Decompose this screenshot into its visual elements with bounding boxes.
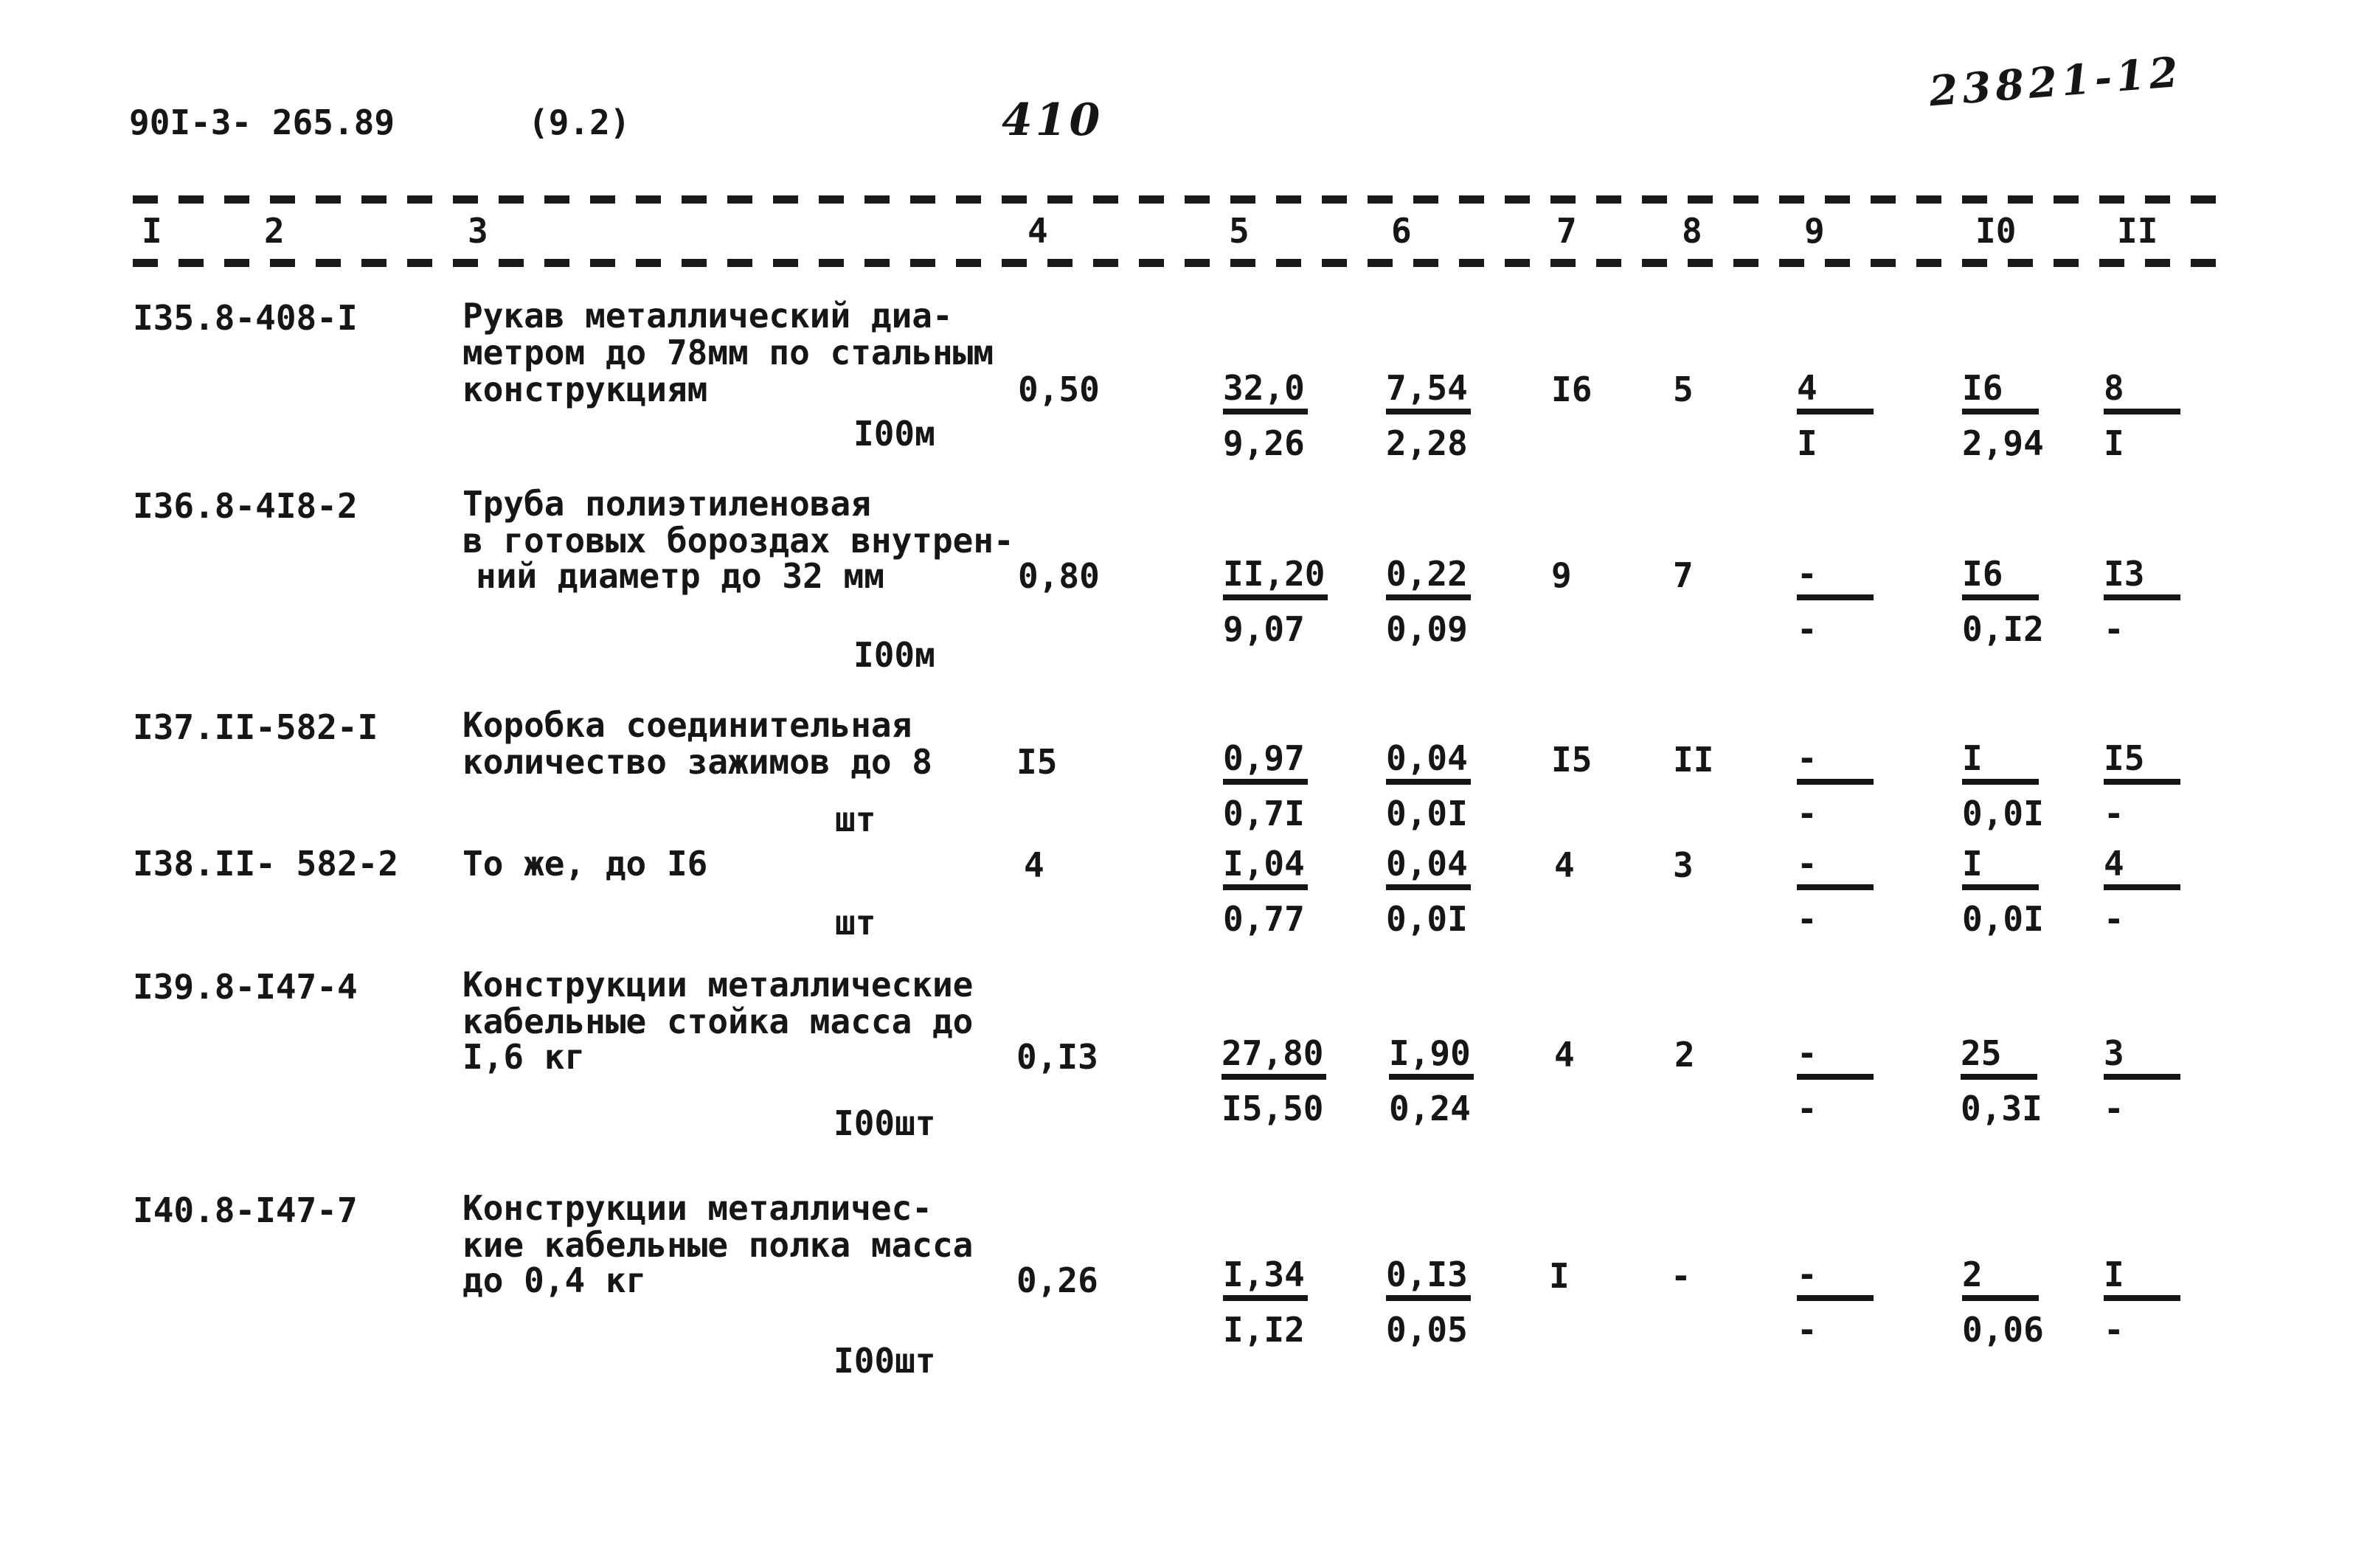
cell-col11-fraction: [2104, 1255, 2180, 1350]
fraction-numerator: 0,I3: [1386, 1257, 1471, 1301]
fraction-numerator: 8: [2104, 371, 2180, 414]
fraction-denominator: I,I2: [1223, 1310, 1305, 1350]
fraction-numerator: I5: [2104, 741, 2180, 785]
row-unit: шт: [835, 799, 876, 839]
cell-col4: 0,80: [1018, 556, 1100, 596]
col-header-2: 2: [264, 211, 285, 251]
cell-col11-fraction: [2104, 844, 2180, 939]
fraction-numerator: I: [2104, 1257, 2180, 1301]
fraction-denominator: I: [2104, 423, 2124, 463]
col-header-6: 6: [1391, 211, 1412, 251]
fraction-denominator: 0,0I: [1386, 794, 1468, 833]
fraction-denominator: 0,I2: [1962, 609, 2044, 649]
row-desc-line: ний диаметр до 32 мм: [476, 556, 884, 596]
fraction-numerator: 7,54: [1386, 371, 1471, 414]
fraction-numerator: 3: [2104, 1036, 2180, 1080]
row-code: I39.8-I47-4: [133, 967, 358, 1007]
col-header-8: 8: [1682, 211, 1702, 251]
fraction-numerator: -: [1797, 847, 1874, 890]
cell-col5-fraction: [1223, 844, 1308, 939]
col-header-5: 5: [1229, 211, 1250, 251]
cell-col5-fraction: [1223, 554, 1328, 649]
row-desc-line: до 0,4 кг: [462, 1260, 647, 1300]
fraction-denominator: 0,0I: [1386, 899, 1468, 939]
page-number-handwritten: 410: [1002, 94, 1103, 146]
fraction-numerator: 25: [1961, 1036, 2037, 1080]
cell-col8: 7: [1673, 555, 1694, 595]
fraction-denominator: 0,24: [1389, 1089, 1471, 1128]
fraction-denominator: 0,0I: [1962, 794, 2044, 833]
fraction-denominator: -: [1797, 794, 1817, 833]
cell-col8: 5: [1673, 370, 1694, 409]
fraction-denominator: -: [2104, 899, 2124, 939]
cell-col9-fraction: [1797, 554, 1874, 649]
cell-col6-fraction: [1386, 844, 1471, 939]
cell-col5-fraction: [1223, 368, 1308, 463]
cell-col11-fraction: [2104, 368, 2180, 463]
cell-col5-fraction: [1223, 1255, 1308, 1350]
handwritten-mark: 23821-12: [1927, 47, 2185, 117]
col-header-7: 7: [1556, 211, 1577, 251]
cell-col11-fraction: [2104, 738, 2180, 833]
row-desc-line: Коробка соединительная: [462, 705, 912, 745]
cell-col4: I5: [1016, 742, 1058, 782]
fraction-denominator: I: [1797, 423, 1817, 463]
fraction-numerator: I: [1962, 741, 2039, 785]
row-desc-line: Конструкции металлические: [462, 965, 974, 1005]
fraction-numerator: I,04: [1223, 847, 1308, 890]
dashed-rule-top: [133, 195, 2217, 204]
fraction-numerator: I6: [1962, 557, 2039, 600]
fraction-denominator: 0,05: [1386, 1310, 1468, 1350]
cell-col11-fraction: [2104, 554, 2180, 649]
cell-col9-fraction: [1797, 1033, 1874, 1128]
row-desc-line: кие кабельные полка масса: [462, 1225, 974, 1265]
cell-col9-fraction: [1797, 738, 1874, 833]
fraction-denominator: 2,94: [1962, 423, 2044, 463]
cell-col4: 0,50: [1018, 370, 1100, 409]
fraction-denominator: 9,07: [1223, 609, 1305, 649]
fraction-denominator: -: [2104, 1089, 2124, 1128]
row-desc-line: количество зажимов до 8: [462, 742, 932, 782]
row-desc-line: Конструкции металличес-: [462, 1188, 932, 1228]
fraction-numerator: 4: [1797, 371, 1874, 414]
cell-col10-fraction: [1961, 1033, 2042, 1128]
fraction-denominator: 0,06: [1962, 1310, 2044, 1350]
row-code: I35.8-408-I: [133, 298, 358, 338]
row-unit: I00м: [853, 414, 935, 454]
cell-col4: 0,I3: [1016, 1037, 1098, 1077]
col-header-4: 4: [1028, 211, 1048, 251]
cell-col8: II: [1673, 740, 1714, 780]
cell-col6-fraction: [1386, 554, 1471, 649]
col-header-10: I0: [1975, 211, 2017, 251]
row-unit: I00шт: [834, 1103, 936, 1143]
fraction-denominator: -: [1797, 609, 1817, 649]
cell-col7: 4: [1554, 845, 1575, 885]
cell-col7: I: [1549, 1256, 1570, 1296]
cell-col5-fraction: [1221, 1033, 1326, 1128]
fraction-numerator: I3: [2104, 557, 2180, 600]
fraction-numerator: 0,97: [1223, 741, 1308, 785]
fraction-denominator: 9,26: [1223, 423, 1305, 463]
cell-col4: 0,26: [1016, 1260, 1098, 1300]
dashed-rule-bottom: [133, 259, 2217, 267]
row-desc-line: метром до 78мм по стальным: [462, 333, 994, 372]
row-desc-line: Рукав металлический диа-: [462, 296, 953, 336]
fraction-numerator: I,34: [1223, 1257, 1308, 1301]
fraction-numerator: 0,04: [1386, 847, 1471, 890]
row-unit: шт: [835, 903, 876, 943]
cell-col9-fraction: [1797, 1255, 1874, 1350]
fraction-denominator: -: [1797, 1089, 1817, 1128]
cell-col11-fraction: [2104, 1033, 2180, 1128]
cell-col6-fraction: [1386, 368, 1471, 463]
fraction-numerator: 32,0: [1223, 371, 1308, 414]
cell-col10-fraction: [1962, 554, 2044, 649]
row-code: I38.II- 582-2: [133, 844, 399, 884]
fraction-denominator: -: [1797, 1310, 1817, 1350]
col-header-11: II: [2117, 211, 2158, 251]
fraction-numerator: -: [1797, 1036, 1874, 1080]
fraction-numerator: 2: [1962, 1257, 2039, 1301]
row-desc-line: в готовых бороздах внутрен-: [462, 521, 1014, 561]
cell-col7: I6: [1551, 370, 1593, 409]
row-desc-line: Труба полиэтиленовая: [462, 484, 871, 524]
row-unit: I00м: [853, 635, 935, 675]
fraction-denominator: -: [2104, 609, 2124, 649]
fraction-numerator: 27,80: [1221, 1036, 1326, 1080]
fraction-denominator: 0,7I: [1223, 794, 1305, 833]
cell-col5-fraction: [1223, 738, 1308, 833]
row-desc-line: кабельные стойка масса до: [462, 1002, 974, 1041]
fraction-numerator: I6: [1962, 371, 2039, 414]
row-desc-line: I,6 кг: [462, 1037, 586, 1077]
fraction-numerator: 0,22: [1386, 557, 1471, 600]
fraction-numerator: I: [1962, 847, 2039, 890]
cell-col7: I5: [1551, 740, 1593, 780]
row-code: I37.II-582-I: [133, 707, 378, 747]
cell-col9-fraction: [1797, 844, 1874, 939]
fraction-denominator: 0,3I: [1961, 1089, 2042, 1128]
fraction-numerator: II,20: [1223, 557, 1328, 600]
cell-col6-fraction: [1389, 1033, 1474, 1128]
cell-col10-fraction: [1962, 368, 2044, 463]
row-code: I40.8-I47-7: [133, 1190, 358, 1230]
col-header-9: 9: [1804, 211, 1825, 251]
section-number: (9.2): [528, 103, 631, 142]
fraction-denominator: 0,09: [1386, 609, 1468, 649]
col-header-3: 3: [468, 211, 488, 251]
row-unit: I00шт: [834, 1341, 936, 1381]
row-desc-line: То же, до I6: [462, 844, 708, 884]
cell-col9-fraction: [1797, 368, 1874, 463]
doc-number: 90I-3- 265.89: [129, 103, 395, 142]
fraction-numerator: -: [1797, 741, 1874, 785]
cell-col10-fraction: [1962, 844, 2044, 939]
col-header-1: I: [142, 211, 162, 251]
cell-col6-fraction: [1386, 738, 1471, 833]
cell-col8: -: [1671, 1256, 1691, 1296]
cell-col4: 4: [1024, 845, 1044, 885]
fraction-numerator: I,90: [1389, 1036, 1474, 1080]
fraction-numerator: 0,04: [1386, 741, 1471, 785]
fraction-denominator: -: [2104, 1310, 2124, 1350]
cell-col8: 3: [1673, 845, 1694, 885]
cell-col7: 4: [1554, 1035, 1575, 1075]
fraction-denominator: 0,77: [1223, 899, 1305, 939]
fraction-denominator: -: [2104, 794, 2124, 833]
fraction-denominator: -: [1797, 899, 1817, 939]
fraction-denominator: 2,28: [1386, 423, 1468, 463]
fraction-denominator: I5,50: [1221, 1089, 1324, 1128]
cell-col10-fraction: [1962, 738, 2044, 833]
fraction-numerator: -: [1797, 1257, 1874, 1301]
cell-col10-fraction: [1962, 1255, 2044, 1350]
fraction-numerator: -: [1797, 557, 1874, 600]
row-code: I36.8-4I8-2: [133, 486, 358, 526]
cell-col7: 9: [1551, 555, 1572, 595]
cell-col6-fraction: [1386, 1255, 1471, 1350]
row-desc-line: конструкциям: [462, 370, 708, 409]
fraction-denominator: 0,0I: [1962, 899, 2044, 939]
cell-col8: 2: [1674, 1035, 1695, 1075]
fraction-numerator: 4: [2104, 847, 2180, 890]
